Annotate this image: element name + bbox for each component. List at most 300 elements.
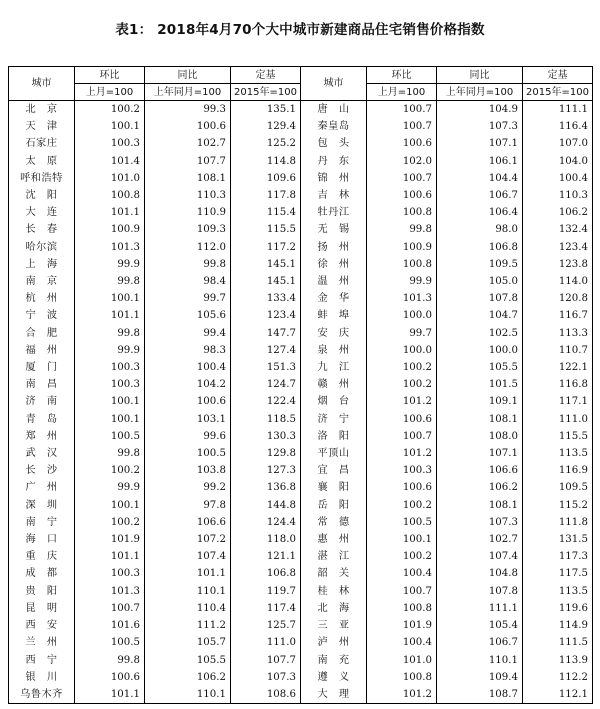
right-base-value: 104.0 xyxy=(523,153,593,170)
table-row xyxy=(9,290,593,307)
left-mom-value: 100.1 xyxy=(75,497,145,514)
right-base-value: 117.3 xyxy=(523,548,593,565)
left-yoy-value: 102.7 xyxy=(145,135,231,152)
yoy-header-left: 同比 xyxy=(145,67,231,84)
left-yoy-value: 106.2 xyxy=(145,669,231,686)
right-mom-value: 100.0 xyxy=(367,307,437,324)
table-row xyxy=(9,531,593,548)
table-row xyxy=(9,239,593,256)
right-base-value: 114.9 xyxy=(523,617,593,634)
left-yoy-value: 99.6 xyxy=(145,428,231,445)
left-base-value: 124.7 xyxy=(231,376,301,393)
left-mom-value: 100.8 xyxy=(75,187,145,204)
right-mom-value: 100.2 xyxy=(367,497,437,514)
right-city-name: 温 州 xyxy=(301,273,367,290)
right-base-value: 117.5 xyxy=(523,565,593,582)
right-city-name: 湛 江 xyxy=(301,548,367,565)
left-yoy-value: 108.1 xyxy=(145,170,231,187)
right-yoy-value: 110.1 xyxy=(437,652,523,669)
right-base-value: 110.3 xyxy=(523,187,593,204)
right-mom-value: 100.4 xyxy=(367,634,437,651)
right-mom-value: 100.7 xyxy=(367,583,437,600)
right-mom-value: 100.7 xyxy=(367,118,437,135)
right-yoy-value: 104.8 xyxy=(437,565,523,582)
left-mom-value: 100.3 xyxy=(75,376,145,393)
left-yoy-value: 111.2 xyxy=(145,617,231,634)
right-yoy-value: 108.1 xyxy=(437,411,523,428)
right-base-value: 107.0 xyxy=(523,135,593,152)
right-mom-value: 100.0 xyxy=(367,342,437,359)
right-yoy-value: 107.4 xyxy=(437,548,523,565)
left-city-name: 上 海 xyxy=(9,256,75,273)
left-mom-value: 100.1 xyxy=(75,411,145,428)
yoy-subheader-right: 上年同月=100 xyxy=(437,84,523,101)
right-yoy-value: 109.5 xyxy=(437,256,523,273)
left-base-value: 118.0 xyxy=(231,531,301,548)
left-mom-value: 100.1 xyxy=(75,118,145,135)
right-yoy-value: 102.7 xyxy=(437,531,523,548)
table-row xyxy=(9,256,593,273)
left-yoy-value: 110.9 xyxy=(145,204,231,221)
left-city-name: 沈 阳 xyxy=(9,187,75,204)
right-mom-value: 100.7 xyxy=(367,170,437,187)
city-header-right: 城市 xyxy=(301,67,367,101)
right-yoy-value: 111.1 xyxy=(437,600,523,617)
right-city-name: 大 理 xyxy=(301,686,367,704)
table-row xyxy=(9,548,593,565)
right-yoy-value: 98.0 xyxy=(437,221,523,238)
right-yoy-value: 106.6 xyxy=(437,462,523,479)
right-mom-value: 99.9 xyxy=(367,273,437,290)
left-yoy-value: 98.4 xyxy=(145,273,231,290)
left-city-name: 西 安 xyxy=(9,617,75,634)
right-base-value: 111.0 xyxy=(523,411,593,428)
left-mom-value: 100.3 xyxy=(75,359,145,376)
right-base-value: 131.5 xyxy=(523,531,593,548)
yoy-header-right: 同比 xyxy=(437,67,523,84)
right-city-name: 韶 关 xyxy=(301,565,367,582)
mom-header-right: 环比 xyxy=(367,67,437,84)
right-city-name: 吉 林 xyxy=(301,187,367,204)
right-yoy-value: 100.0 xyxy=(437,342,523,359)
left-base-value: 122.4 xyxy=(231,393,301,410)
left-city-name: 南 昌 xyxy=(9,376,75,393)
left-base-value: 130.3 xyxy=(231,428,301,445)
right-base-value: 120.8 xyxy=(523,290,593,307)
right-yoy-value: 106.1 xyxy=(437,153,523,170)
left-base-value: 135.1 xyxy=(231,101,301,119)
right-city-name: 南 充 xyxy=(301,652,367,669)
left-city-name: 济 南 xyxy=(9,393,75,410)
left-mom-value: 100.5 xyxy=(75,428,145,445)
left-base-value: 147.7 xyxy=(231,325,301,342)
left-yoy-value: 109.3 xyxy=(145,221,231,238)
table-row xyxy=(9,393,593,410)
right-mom-value: 100.8 xyxy=(367,669,437,686)
left-mom-value: 101.1 xyxy=(75,548,145,565)
base-header-right: 定基 xyxy=(523,67,593,84)
right-mom-value: 101.2 xyxy=(367,445,437,462)
left-base-value: 115.5 xyxy=(231,221,301,238)
left-base-value: 107.3 xyxy=(231,669,301,686)
left-yoy-value: 97.8 xyxy=(145,497,231,514)
left-city-name: 南 宁 xyxy=(9,514,75,531)
price-index-table xyxy=(8,66,593,704)
left-mom-value: 100.2 xyxy=(75,514,145,531)
left-city-name: 南 京 xyxy=(9,273,75,290)
mom-subheader-left: 上月=100 xyxy=(75,84,145,101)
left-city-name: 哈尔滨 xyxy=(9,239,75,256)
right-base-value: 112.1 xyxy=(523,686,593,704)
right-yoy-value: 108.1 xyxy=(437,497,523,514)
left-city-name: 合 肥 xyxy=(9,325,75,342)
left-city-name: 呼和浩特 xyxy=(9,170,75,187)
right-base-value: 116.9 xyxy=(523,462,593,479)
left-base-value: 124.4 xyxy=(231,514,301,531)
left-yoy-value: 100.4 xyxy=(145,359,231,376)
right-base-value: 111.8 xyxy=(523,514,593,531)
right-city-name: 宜 昌 xyxy=(301,462,367,479)
right-city-name: 烟 台 xyxy=(301,393,367,410)
left-yoy-value: 99.7 xyxy=(145,290,231,307)
left-city-name: 长 沙 xyxy=(9,462,75,479)
left-city-name: 长 春 xyxy=(9,221,75,238)
table-row xyxy=(9,411,593,428)
right-mom-value: 100.6 xyxy=(367,411,437,428)
right-base-value: 113.5 xyxy=(523,445,593,462)
left-base-value: 144.8 xyxy=(231,497,301,514)
table-row xyxy=(9,273,593,290)
right-city-name: 遵 义 xyxy=(301,669,367,686)
left-city-name: 福 州 xyxy=(9,342,75,359)
right-yoy-value: 106.4 xyxy=(437,204,523,221)
table-body xyxy=(9,101,593,704)
right-yoy-value: 108.0 xyxy=(437,428,523,445)
left-mom-value: 99.8 xyxy=(75,325,145,342)
right-city-name: 无 锡 xyxy=(301,221,367,238)
left-base-value: 109.6 xyxy=(231,170,301,187)
left-mom-value: 100.2 xyxy=(75,101,145,119)
left-mom-value: 101.3 xyxy=(75,239,145,256)
right-yoy-value: 107.3 xyxy=(437,118,523,135)
table-row xyxy=(9,479,593,496)
table-row xyxy=(9,342,593,359)
right-city-name: 泸 州 xyxy=(301,634,367,651)
left-yoy-value: 99.3 xyxy=(145,101,231,119)
yoy-subheader-left: 上年同月=100 xyxy=(145,84,231,101)
left-yoy-value: 105.5 xyxy=(145,652,231,669)
right-city-name: 丹 东 xyxy=(301,153,367,170)
right-yoy-value: 104.9 xyxy=(437,101,523,119)
left-city-name: 乌鲁木齐 xyxy=(9,686,75,704)
table-row xyxy=(9,221,593,238)
left-yoy-value: 99.8 xyxy=(145,256,231,273)
right-yoy-value: 108.7 xyxy=(437,686,523,704)
table-row xyxy=(9,634,593,651)
left-mom-value: 100.6 xyxy=(75,669,145,686)
left-base-value: 107.7 xyxy=(231,652,301,669)
left-city-name: 兰 州 xyxy=(9,634,75,651)
right-yoy-value: 106.7 xyxy=(437,187,523,204)
right-city-name: 常 德 xyxy=(301,514,367,531)
right-mom-value: 100.7 xyxy=(367,428,437,445)
left-yoy-value: 99.2 xyxy=(145,479,231,496)
mom-header-left: 环比 xyxy=(75,67,145,84)
left-mom-value: 100.9 xyxy=(75,221,145,238)
right-mom-value: 101.0 xyxy=(367,652,437,669)
right-base-value: 123.4 xyxy=(523,239,593,256)
right-city-name: 桂 林 xyxy=(301,583,367,600)
left-city-name: 石家庄 xyxy=(9,135,75,152)
right-base-value: 123.8 xyxy=(523,256,593,273)
left-yoy-value: 98.3 xyxy=(145,342,231,359)
right-mom-value: 100.1 xyxy=(367,531,437,548)
right-city-name: 岳 阳 xyxy=(301,497,367,514)
left-yoy-value: 103.8 xyxy=(145,462,231,479)
right-mom-value: 102.0 xyxy=(367,153,437,170)
table-row xyxy=(9,514,593,531)
right-city-name: 济 宁 xyxy=(301,411,367,428)
right-mom-value: 101.3 xyxy=(367,290,437,307)
left-mom-value: 99.8 xyxy=(75,273,145,290)
right-base-value: 113.5 xyxy=(523,583,593,600)
table-row xyxy=(9,445,593,462)
left-base-value: 145.1 xyxy=(231,256,301,273)
right-base-value: 100.4 xyxy=(523,170,593,187)
left-mom-value: 100.3 xyxy=(75,135,145,152)
left-base-value: 136.8 xyxy=(231,479,301,496)
left-base-value: 108.6 xyxy=(231,686,301,704)
left-city-name: 银 川 xyxy=(9,669,75,686)
table-row xyxy=(9,497,593,514)
left-yoy-value: 107.4 xyxy=(145,548,231,565)
left-mom-value: 101.1 xyxy=(75,204,145,221)
right-yoy-value: 107.1 xyxy=(437,445,523,462)
left-mom-value: 101.4 xyxy=(75,153,145,170)
table-row xyxy=(9,204,593,221)
left-yoy-value: 110.1 xyxy=(145,583,231,600)
right-base-value: 111.1 xyxy=(523,101,593,119)
left-mom-value: 101.3 xyxy=(75,583,145,600)
left-base-value: 133.4 xyxy=(231,290,301,307)
right-city-name: 洛 阳 xyxy=(301,428,367,445)
left-base-value: 127.3 xyxy=(231,462,301,479)
left-base-value: 117.8 xyxy=(231,187,301,204)
table-row xyxy=(9,376,593,393)
right-mom-value: 100.4 xyxy=(367,565,437,582)
table-title: 表1： 2018年4月70个大中城市新建商品住宅销售价格指数 xyxy=(115,22,485,38)
left-yoy-value: 100.6 xyxy=(145,393,231,410)
left-base-value: 145.1 xyxy=(231,273,301,290)
left-yoy-value: 107.2 xyxy=(145,531,231,548)
right-mom-value: 101.2 xyxy=(367,686,437,704)
right-city-name: 三 亚 xyxy=(301,617,367,634)
right-mom-value: 100.2 xyxy=(367,376,437,393)
left-yoy-value: 103.1 xyxy=(145,411,231,428)
right-mom-value: 100.2 xyxy=(367,359,437,376)
left-mom-value: 101.1 xyxy=(75,686,145,704)
right-mom-value: 100.8 xyxy=(367,204,437,221)
right-city-name: 秦皇岛 xyxy=(301,118,367,135)
right-yoy-value: 109.1 xyxy=(437,393,523,410)
left-base-value: 127.4 xyxy=(231,342,301,359)
right-base-value: 119.6 xyxy=(523,600,593,617)
left-yoy-value: 112.0 xyxy=(145,239,231,256)
left-mom-value: 101.1 xyxy=(75,307,145,324)
left-mom-value: 101.9 xyxy=(75,531,145,548)
right-city-name: 北 海 xyxy=(301,600,367,617)
right-mom-value: 100.6 xyxy=(367,135,437,152)
left-yoy-value: 99.4 xyxy=(145,325,231,342)
table-row xyxy=(9,669,593,686)
right-yoy-value: 104.7 xyxy=(437,307,523,324)
table-row xyxy=(9,325,593,342)
table-row xyxy=(9,652,593,669)
right-city-name: 平顶山 xyxy=(301,445,367,462)
table-row xyxy=(9,686,593,704)
right-base-value: 132.4 xyxy=(523,221,593,238)
left-mom-value: 99.9 xyxy=(75,479,145,496)
table-row xyxy=(9,583,593,600)
right-yoy-value: 107.3 xyxy=(437,514,523,531)
left-base-value: 129.8 xyxy=(231,445,301,462)
right-base-value: 113.3 xyxy=(523,325,593,342)
left-base-value: 125.2 xyxy=(231,135,301,152)
left-base-value: 115.4 xyxy=(231,204,301,221)
right-yoy-value: 105.0 xyxy=(437,273,523,290)
table-row xyxy=(9,617,593,634)
right-mom-value: 99.8 xyxy=(367,221,437,238)
table-row xyxy=(9,135,593,152)
table-row xyxy=(9,565,593,582)
left-mom-value: 100.1 xyxy=(75,290,145,307)
left-city-name: 郑 州 xyxy=(9,428,75,445)
left-mom-value: 99.8 xyxy=(75,652,145,669)
left-yoy-value: 104.2 xyxy=(145,376,231,393)
price-index-table-wrapper xyxy=(8,66,592,704)
right-yoy-value: 104.4 xyxy=(437,170,523,187)
base-header-left: 定基 xyxy=(231,67,301,84)
left-mom-value: 99.9 xyxy=(75,256,145,273)
right-mom-value: 100.8 xyxy=(367,600,437,617)
left-mom-value: 100.2 xyxy=(75,462,145,479)
left-city-name: 广 州 xyxy=(9,479,75,496)
table-row xyxy=(9,101,593,119)
left-base-value: 119.7 xyxy=(231,583,301,600)
right-base-value: 116.4 xyxy=(523,118,593,135)
table-row xyxy=(9,187,593,204)
left-city-name: 北 京 xyxy=(9,101,75,119)
left-yoy-value: 105.6 xyxy=(145,307,231,324)
left-city-name: 成 都 xyxy=(9,565,75,582)
right-city-name: 襄 阳 xyxy=(301,479,367,496)
right-base-value: 116.8 xyxy=(523,376,593,393)
right-city-name: 赣 州 xyxy=(301,376,367,393)
left-yoy-value: 110.4 xyxy=(145,600,231,617)
table-row xyxy=(9,118,593,135)
left-yoy-value: 106.6 xyxy=(145,514,231,531)
left-base-value: 106.8 xyxy=(231,565,301,582)
left-yoy-value: 100.5 xyxy=(145,445,231,462)
right-yoy-value: 105.4 xyxy=(437,617,523,634)
right-city-name: 锦 州 xyxy=(301,170,367,187)
right-yoy-value: 106.7 xyxy=(437,634,523,651)
right-city-name: 金 华 xyxy=(301,290,367,307)
left-city-name: 天 津 xyxy=(9,118,75,135)
right-mom-value: 100.7 xyxy=(367,101,437,119)
left-base-value: 121.1 xyxy=(231,548,301,565)
right-yoy-value: 106.8 xyxy=(437,239,523,256)
table-row xyxy=(9,428,593,445)
right-mom-value: 101.9 xyxy=(367,617,437,634)
left-mom-value: 101.0 xyxy=(75,170,145,187)
right-base-value: 114.0 xyxy=(523,273,593,290)
left-base-value: 118.5 xyxy=(231,411,301,428)
right-yoy-value: 107.8 xyxy=(437,290,523,307)
right-mom-value: 100.5 xyxy=(367,514,437,531)
left-base-value: 117.2 xyxy=(231,239,301,256)
left-base-value: 129.4 xyxy=(231,118,301,135)
right-yoy-value: 102.5 xyxy=(437,325,523,342)
right-yoy-value: 107.8 xyxy=(437,583,523,600)
right-city-name: 安 庆 xyxy=(301,325,367,342)
right-city-name: 徐 州 xyxy=(301,256,367,273)
right-mom-value: 100.2 xyxy=(367,548,437,565)
left-mom-value: 100.1 xyxy=(75,393,145,410)
right-mom-value: 100.9 xyxy=(367,239,437,256)
right-city-name: 包 头 xyxy=(301,135,367,152)
base-subheader-right: 2015年=100 xyxy=(523,84,593,101)
left-base-value: 151.3 xyxy=(231,359,301,376)
left-base-value: 114.8 xyxy=(231,153,301,170)
base-subheader-left: 2015年=100 xyxy=(231,84,301,101)
table-row xyxy=(9,359,593,376)
right-mom-value: 100.6 xyxy=(367,479,437,496)
left-city-name: 宁 波 xyxy=(9,307,75,324)
table-row xyxy=(9,307,593,324)
right-yoy-value: 105.5 xyxy=(437,359,523,376)
right-base-value: 117.1 xyxy=(523,393,593,410)
right-city-name: 扬 州 xyxy=(301,239,367,256)
left-mom-value: 101.6 xyxy=(75,617,145,634)
right-base-value: 110.7 xyxy=(523,342,593,359)
left-yoy-value: 110.1 xyxy=(145,686,231,704)
left-base-value: 125.7 xyxy=(231,617,301,634)
right-city-name: 泉 州 xyxy=(301,342,367,359)
left-yoy-value: 100.6 xyxy=(145,118,231,135)
left-yoy-value: 105.7 xyxy=(145,634,231,651)
table-row xyxy=(9,600,593,617)
right-mom-value: 99.7 xyxy=(367,325,437,342)
left-city-name: 杭 州 xyxy=(9,290,75,307)
right-mom-value: 100.8 xyxy=(367,256,437,273)
right-mom-value: 100.6 xyxy=(367,187,437,204)
right-base-value: 111.5 xyxy=(523,634,593,651)
left-city-name: 昆 明 xyxy=(9,600,75,617)
right-base-value: 113.9 xyxy=(523,652,593,669)
left-city-name: 深 圳 xyxy=(9,497,75,514)
right-yoy-value: 101.5 xyxy=(437,376,523,393)
right-mom-value: 100.3 xyxy=(367,462,437,479)
table-row xyxy=(9,170,593,187)
right-yoy-value: 107.1 xyxy=(437,135,523,152)
left-yoy-value: 107.7 xyxy=(145,153,231,170)
left-yoy-value: 101.1 xyxy=(145,565,231,582)
right-base-value: 115.2 xyxy=(523,497,593,514)
right-city-name: 牡丹江 xyxy=(301,204,367,221)
right-base-value: 115.5 xyxy=(523,428,593,445)
right-base-value: 106.2 xyxy=(523,204,593,221)
